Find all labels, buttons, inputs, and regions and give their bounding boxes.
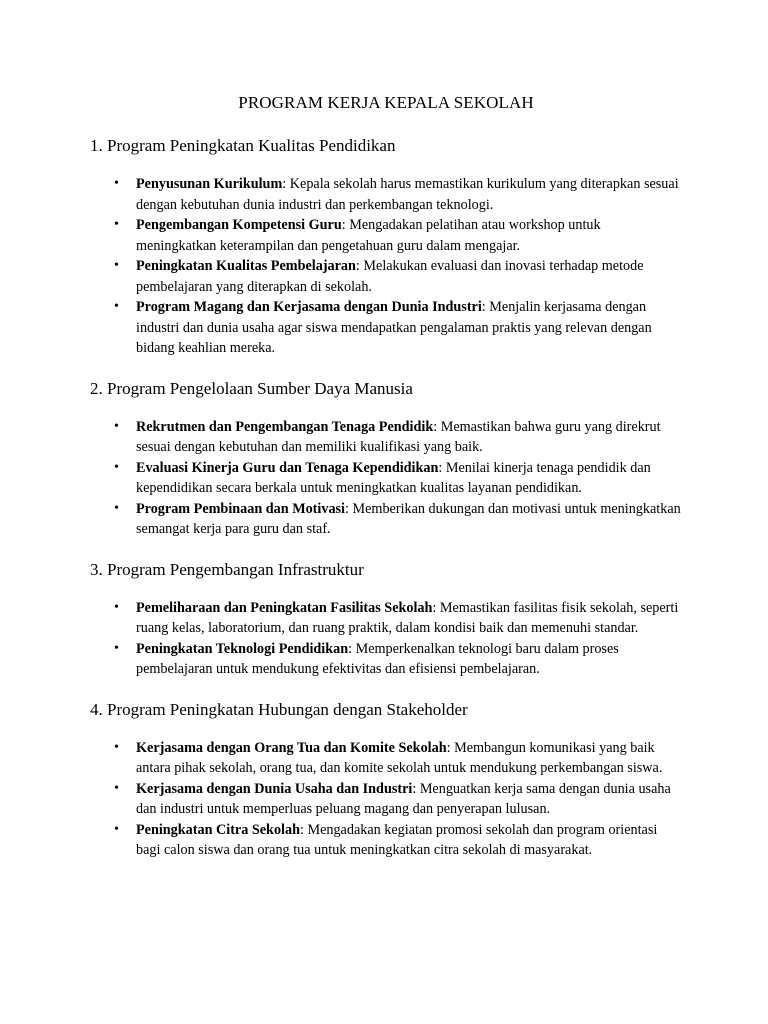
item-label: Peningkatan Teknologi Pendidikan [136, 640, 349, 657]
list-item [114, 174, 682, 215]
item-label: Rekrutmen dan Pengembangan Tenaga Pendidik [136, 418, 434, 435]
bullet-icon: • [114, 418, 119, 434]
item-label: Program Magang dan Kerjasama dengan Dunia Industri [136, 299, 482, 315]
item-label: Program Pembinaan dan Motivasi [136, 500, 346, 517]
list-item [114, 417, 682, 458]
bullet-icon: • [114, 739, 119, 755]
section-stakeholder [90, 699, 682, 861]
list-item [114, 297, 682, 359]
item-text: : Memastikan bahwa guru yang direkrut sesuai dengan kebutuhan dan memiliki kualifikasi yang baik. [136, 418, 661, 455]
item-text: : Mengadakan kegiatan promosi sekolah dan program orientasi bagi calon siswa dan orang tua untuk meningkatkan citra sekolah di masyarakat. [136, 821, 658, 858]
item-label: Pemeliharaan dan Peningkatan Fasilitas Sekolah [136, 599, 433, 616]
list-item [114, 499, 682, 540]
bullet-icon: • [114, 780, 119, 796]
bullet-icon: • [114, 459, 119, 475]
document-title: PROGRAM KERJA KEPALA SEKOLAH [238, 93, 534, 112]
item-label: Kerjasama dengan Dunia Usaha dan Industri [136, 780, 413, 797]
item-label: Evaluasi Kinerja Guru dan Tenaga Kependidikan [136, 459, 439, 476]
item-label: Pengembangan Kompetensi Guru [136, 217, 342, 233]
section-heading: 1. Program Peningkatan Kualitas Pendidikan [90, 136, 396, 155]
bullet-icon: • [114, 500, 119, 516]
section-quality-education [90, 135, 682, 359]
list-item [114, 738, 682, 779]
bullet-list [90, 598, 682, 680]
bullet-icon: • [114, 821, 119, 837]
item-text: : Menjalin kerjasama dengan industri dan dunia usaha agar siswa mendapatkan pengalaman praktis yang relevan dengan bidang keahlian mereka. [136, 299, 652, 356]
list-item [114, 458, 682, 499]
section-human-resources [90, 378, 682, 540]
list-item [114, 639, 682, 680]
item-text: : Memperkenalkan teknologi baru dalam proses pembelajaran untuk mendukung efektivitas dan efisiensi pembelajaran. [136, 640, 619, 677]
item-label: Penyusunan Kurikulum [136, 176, 283, 192]
bullet-icon: • [114, 599, 119, 615]
item-text: : Kepala sekolah harus memastikan kurikulum yang diterapkan sesuai dengan kebutuhan dunia industri dan perkembangan teknologi. [136, 176, 679, 213]
item-label: Peningkatan Citra Sekolah [136, 821, 300, 838]
item-text: : Menilai kinerja tenaga pendidik dan kependidikan secara berkala untuk meningkatkan kualitas layanan pendidikan. [136, 459, 651, 496]
list-item [114, 779, 682, 820]
item-text: : Membangun komunikasi yang baik antara pihak sekolah, orang tua, dan komite sekolah untuk mendukung perkembangan siswa. [136, 739, 663, 776]
section-heading: 2. Program Pengelolaan Sumber Daya Manusia [90, 378, 413, 398]
bullet-icon: • [114, 176, 119, 191]
item-label: Kerjasama dengan Orang Tua dan Komite Sekolah [136, 739, 447, 756]
bullet-icon: • [114, 258, 119, 273]
list-item [114, 820, 682, 861]
bullet-list [90, 174, 682, 359]
item-text: : Mengadakan pelatihan atau workshop untuk meningkatkan keterampilan dan pengetahuan guru dalam mengajar. [136, 217, 601, 254]
list-item [114, 598, 682, 639]
bullet-icon: • [114, 299, 119, 314]
list-item [114, 215, 682, 256]
bullet-icon: • [114, 217, 119, 232]
item-text: : Memastikan fasilitas fisik sekolah, seperti ruang kelas, laboratorium, dan ruang praktik, dalam kondisi baik dan memenuhi standar. [136, 599, 679, 636]
bullet-list [90, 738, 682, 861]
section-heading: 3. Program Pengembangan Infrastruktur [90, 559, 364, 579]
bullet-icon: • [114, 640, 119, 656]
item-text: : Memberikan dukungan dan motivasi untuk meningkatkan semangat kerja para guru dan staf. [136, 500, 681, 537]
item-text: : Melakukan evaluasi dan inovasi terhadap metode pembelajaran yang diterapkan di sekolah. [136, 258, 644, 295]
section-heading: 4. Program Peningkatan Hubungan dengan Stakeholder [90, 699, 468, 719]
item-text: : Menguatkan kerja sama dengan dunia usaha dan industri untuk memperluas peluang magang dan penyerapan lulusan. [136, 780, 671, 817]
section-infrastructure [90, 559, 682, 680]
bullet-list [90, 417, 682, 540]
item-label: Peningkatan Kualitas Pembelajaran [136, 258, 356, 274]
list-item [114, 256, 682, 297]
